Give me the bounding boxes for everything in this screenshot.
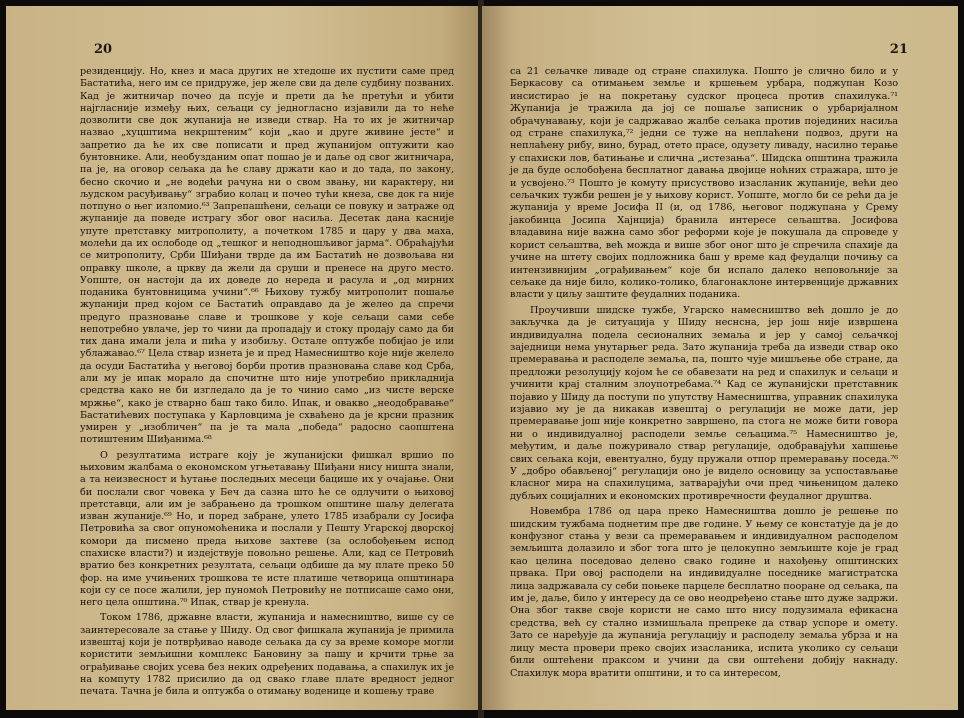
paragraph: Током 1786, државне власти, жупанија и намесништво, више су се заинтересовале за стање у Шиду. Од свог фишкала жупанија је примила извештај који је потврђивао наводе сељака да су за време коморе могли користити земљишни комплекс Бановину за пашу и крчити трње за ограђивање својих усева без неких одређених подавања, а спахилук их је на компуту 1782 присилио да од свако главе плате вредност једног печата. Тачна је била и оптужба о отимању воденице и кошењу траве — [80, 612, 454, 698]
paragraph: О резултатима истраге коју је жупанијски фишкал вршио по њиховим жалбама о економском угњетавању Шиђани нису ништа знали, а та неизвесност и ћутање последњих месеци бацише их у очајање. Они би послали свог човека у Беч да сазна што ће се одлучити о њиховој претставци, али им је забрањено да трошком општине шаљу делегата изван жупаније.⁶⁹ Но, и поред забране, улето 1785 изабрали су Јосифа Петровића за свог опуномоћеника и послали у Пешту Угарској дворској комори да писмено преда њихове захтеве (за ослобођењем испод спахиске власти?) и издејствује повољно решење. Али, кад се Петровић вратио без конкретних резултата, сељаци одбише да му плате преко 50 фор. на име учињених трошкова те исте платише четворица општинара који су се посе жалили, јер пуномоћ Петровићу не потписаше само они, него цела општина.⁷⁰ Ипак, ствар је кренула. — [80, 449, 454, 609]
page-text — [510, 66, 898, 680]
paragraph: Новембра 1786 од цара преко Намесништва дошло је решење по шидским тужбама поднетим пре две године. У њему се констатује да је до конфузног стања у вези са премеравањем и индивидуалном расподелом земљишта долазило и због тога што је целокупно земљиште које је град као целина поседовао делено свако године и нахођењу општинских првака. При овој расподели на индивидуалне поседнике магистратска лица задржавала су себи поњеке парцеле бесплатно пооране од сељака, па им је, даље, било у интересу да се ово неодређено стање што дуже задржи. Она због такве своје користи не само што нису подузимала ефикасна средства, већ су стално измишљала препреке да ствар успоре и омету. Зато се наређује да жупанија регулацију и расподелу земаља убрза и на лицу места провери преко својих изасланика, испита уколико су сељаци били оштећени праксом и учини да сви оштећени добију накнаду. Спахилук мора вратити општини, и то са интересом, — [510, 506, 898, 679]
page-number: 21 — [889, 42, 908, 57]
page-text — [80, 66, 454, 698]
left-page — [6, 6, 480, 710]
right-page — [482, 6, 958, 710]
paragraph: са 21 сељачке ливаде од стране спахилука. Пошто је слично било и у Беркасову са отимањем земље и кршењем урбара, поджупан Козо инсистирао је на покретању судског процеса против спахилука.⁷¹ Жупанија је тражила да јој се пошаље записник о урбаријалном обрачунавању, који је садржавао жалбе сељака против појединих насиља од стране спахилука,⁷² једни се туже на неплаћени подвоз, други на неплаћену рибу, вино, бурад, отето прасе, одузету ливаду, насилно терање у спахиски лов, батињање и слична „истезања“. Шидска општина тражила је да буде ослобођена бесплатног давања двојице ноћних стражара, што је и усвојено.⁷³ Пошто је комуту присуствово изасланик жупаније, већи део сељачких тужби решен је у њихову корист. Уопште, могло би се рећи да је жупанија у време Јосифа II (и, од 1786, његовог поджупана у Срему јакобинца Јосипа Хајнција) бранила интересе сељаштва. Јосифова владавина није важна само због реформи које је покушала да спроведе у корист сељаштва, већ можда и више због оног што је спречила спахије да учине на штету својих подложника баш у време кад феудалци почињу са интензивнијим „ограђивањем“ које би испало далеко неповољније за сељаке да није било, колико-толико, благонаклоне интервенције државних власти у циљу заштите феудалних поданика. — [510, 66, 898, 301]
page-number: 20 — [94, 42, 113, 57]
paragraph: Проучивши шидске тужбе, Угарско намесништво већ дошло је до закључка да је ситуација у Шиду неснсна, јер још није извршена индивидуална подела сесионалних земаља и јер у самој сељачкој заједници нема унутарњег реда. Зато жупанија треба да изведи ствар око премеравања и расподеле земаља, па, пошто чује мишљење обе стране, да предложи резолуцију којом ће се обавезати на ред и спахилук и сељаци и учинити крај сталним злоупотребама.⁷⁴ Кад се жупанијски претставник појавио у Шиду да поступи по упутству Намесништва, управник спахилука изјавио му је да никакав извештај о регулацији не може дати, јер премеравање још није конкретно завршено, па стога не може бити говора ни о индивидуалној расподели земље сељацима.⁷⁵ Намесништво је, међутим, и даље пожуривало ствар регулације, одобравајући хапшење свих сељака који, евентуално, буду пружали отпор премеравању поседа.⁷⁶ У „добро обављеној“ регулацији оно је видело основицу за успостављање класног мира на спахилуцима, затварајући очи пред чињеницом далеко дубљих социјалних и економских противречности феудалног друштва. — [510, 304, 898, 502]
paragraph: резиденцију. Но, кнез и маса других не хтедоше их пустити саме пред Бастатића, него им се придруже, јер желе сви да деле судбину позваних. Кад је житничар почео да псује и прети да ће претући и убити најгласније између њих, сељаци су једногласно изјавили да то неће дозволити све док жупанија не изведи ствар. На то их је житничар назвао „хуцштима некрштеним“ који „као и друге живине јесте“ и запретио да ће их све пописати и пред жупанијом оптужити као бунтовнике. Али, необузданим опат пошао је и даље од свог житничара, па је, на оговор сељака да ће славу држати као и до тада, по закону, бесно скочио и „не водећи рачуна ни о свом звању, ни карактеру, ни људском расуђивању“ зграбио колац и почео тући кнеза, све док га није потпуно о њег изломио.⁶³ Запрепашћени, сељаци се повуку и затраже од жупаније да поведе истрагу због овог насиља. Десетак дана касније упуте претставку митрополиту, а почетком 1785 и цару у два маха, молећи да их ослободе од „тешког и неподношљивог јарма“. Обраћајући се митрополиту, Срби Шиђани тврде да им Бастатић не дозвољава ни оправку школе, а цркву да жели да сруши и пренесе на друго место. Уопште, он настоји да их доведе до нереда и расула и „од мирних поданика бунтовницима учини“.⁶⁶ Њихову тужбу митрополит пошаље жупанији пред којом се Бастатић оправдаво да је желео да спречи предуго празновање славе и трошкове у које сељаци сами себе непотребно увлаче, јер то чини да пропадају и стоку продају само да би тих дана имали јела и пића у изобиљу. Остале оптужбе побијао је или ублажавао.⁶⁷ Цела ствар изнета је и пред Намесништво које није желело да осуди Бастатића у његовој борби против празновања славе код Срба, али му је ипак морало да спочитне што није употребио прикладнија средства како не би изгледало да је то чинио само „из чисте верске мржње“, како је стварно баш тако било. Ипак, и овакво „неодобравање“ Бастатићевих поступака у Карловцима је схваћено да је крсни празник умирен у „изобличен“ па је та мала „победа“ радосно саопштена потиштеним Шиђанима.⁶⁸ — [80, 66, 454, 446]
